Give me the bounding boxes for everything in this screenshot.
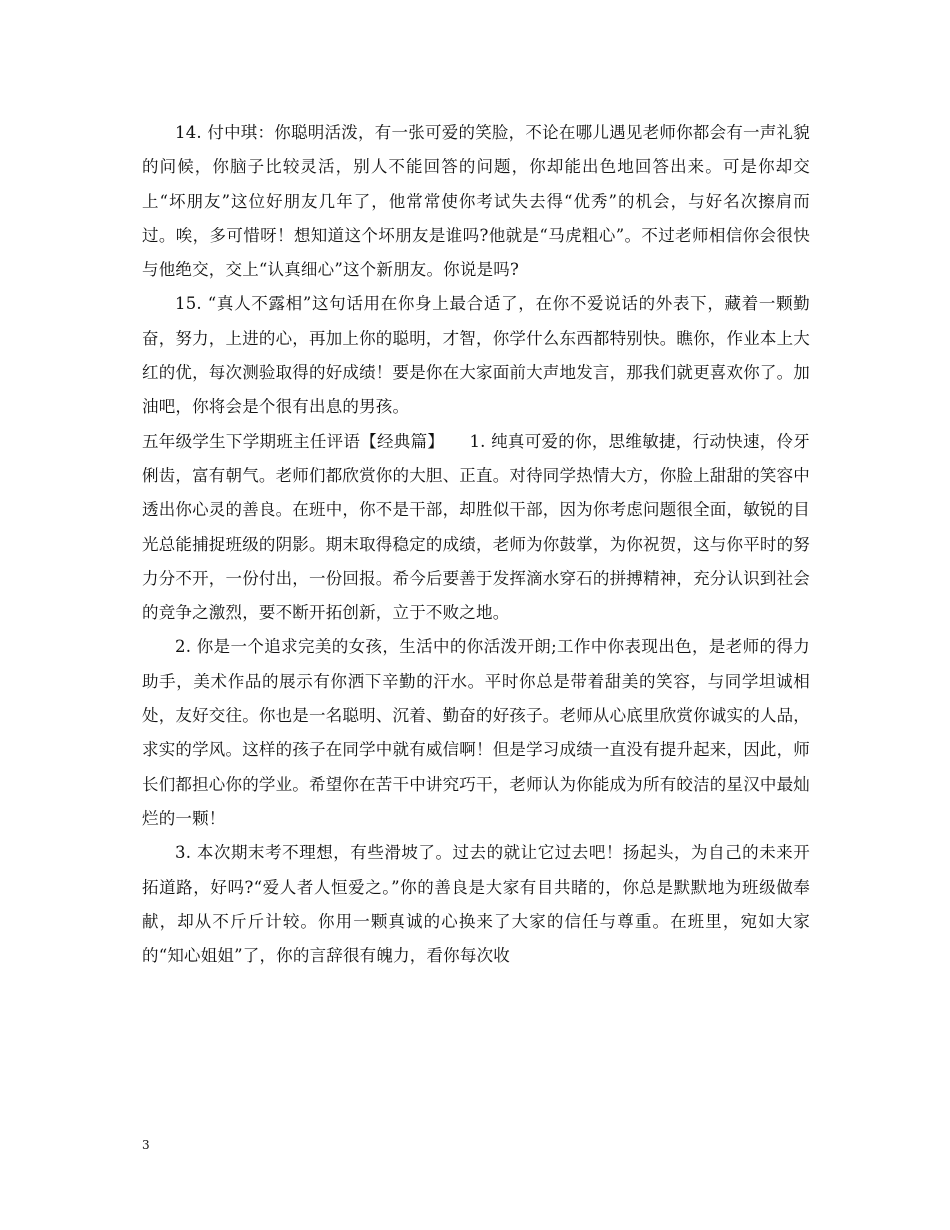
page-number: 3 bbox=[142, 1138, 150, 1152]
paragraph-comment-3: 3. 本次期末考不理想，有些滑坡了。过去的就让它过去吧！扬起头，为自己的未来开拓道路，好吗?“爱人者人恒爱之。”你的善良是大家有目共睹的，你总是默默地为班级做奉献，却从不斤斤计较。你用一颗真诚的心换来了大家的信任与尊重。在班里，宛如大家的“知心姐姐”了，你的言辞很有魄力，看你每次收 bbox=[142, 843, 810, 966]
paragraph-section-heading-comment-1: 五年级学生下学期班主任评语【经典篇】 1. 纯真可爱的你，思维敏捷，行动快速，伶牙俐齿，富有朝气。老师们都欣赏你的大胆、正直。对待同学热情大方，你脸上甜甜的笑容中透出你心灵的善良。在班中，你不是干部，却胜似干部，因为你考虑问题很全面，敏锐的目光总能捕捉班级的阴影。期末取得稳定的成绩，老师为你鼓掌，为你祝贺，这与你平时的努力分不开，一份付出，一份回报。希今后要善于发挥滴水穿石的拼搏精神，充分认识到社会的竞争之激烈，要不断开拓创新，立于不败之地。 bbox=[142, 431, 810, 623]
paragraph-comment-15: 15. “真人不露相”这句话用在你身上最合适了，在你不爱说话的外表下，藏着一颗勤奋，努力，上进的心，再加上你的聪明，才智，你学什么东西都特别快。瞧你，作业本上大红的优，每次测验取得的好成绩！要是你在大家面前大声地发言，那我们就更喜欢你了。加油吧，你将会是个很有出息的男孩。 bbox=[142, 294, 810, 417]
document-body bbox=[142, 116, 810, 973]
paragraph-comment-14: 14. 付中琪：你聪明活泼，有一张可爱的笑脸，不论在哪儿遇见老师你都会有一声礼貌的问候，你脑子比较灵活，别人不能回答的问题，你却能出色地回答出来。可是你却交上“坏朋友”这位好朋友几年了，他常常使你考试失去得“优秀”的机会，与好名次擦肩而过。唉，多可惜呀！想知道这个坏朋友是谁吗?他就是“马虎粗心”。不过老师相信你会很快与他绝交，交上“认真细心”这个新朋友。你说是吗? bbox=[142, 123, 810, 280]
paragraph-comment-2: 2. 你是一个追求完美的女孩，生活中的你活泼开朗;工作中你表现出色，是老师的得力助手，美术作品的展示有你洒下辛勤的汗水。平时你总是带着甜美的笑容，与同学坦诚相处，友好交往。你也是一名聪明、沉着、勤奋的好孩子。老师从心底里欣赏你诚实的人品，求实的学风。这样的孩子在同学中就有威信啊！但是学习成绩一直没有提升起来，因此，师长们都担心你的学业。希望你在苦干中讲究巧干，老师认为你能成为所有皎洁的星汉中最灿烂的一颗！ bbox=[142, 637, 810, 828]
